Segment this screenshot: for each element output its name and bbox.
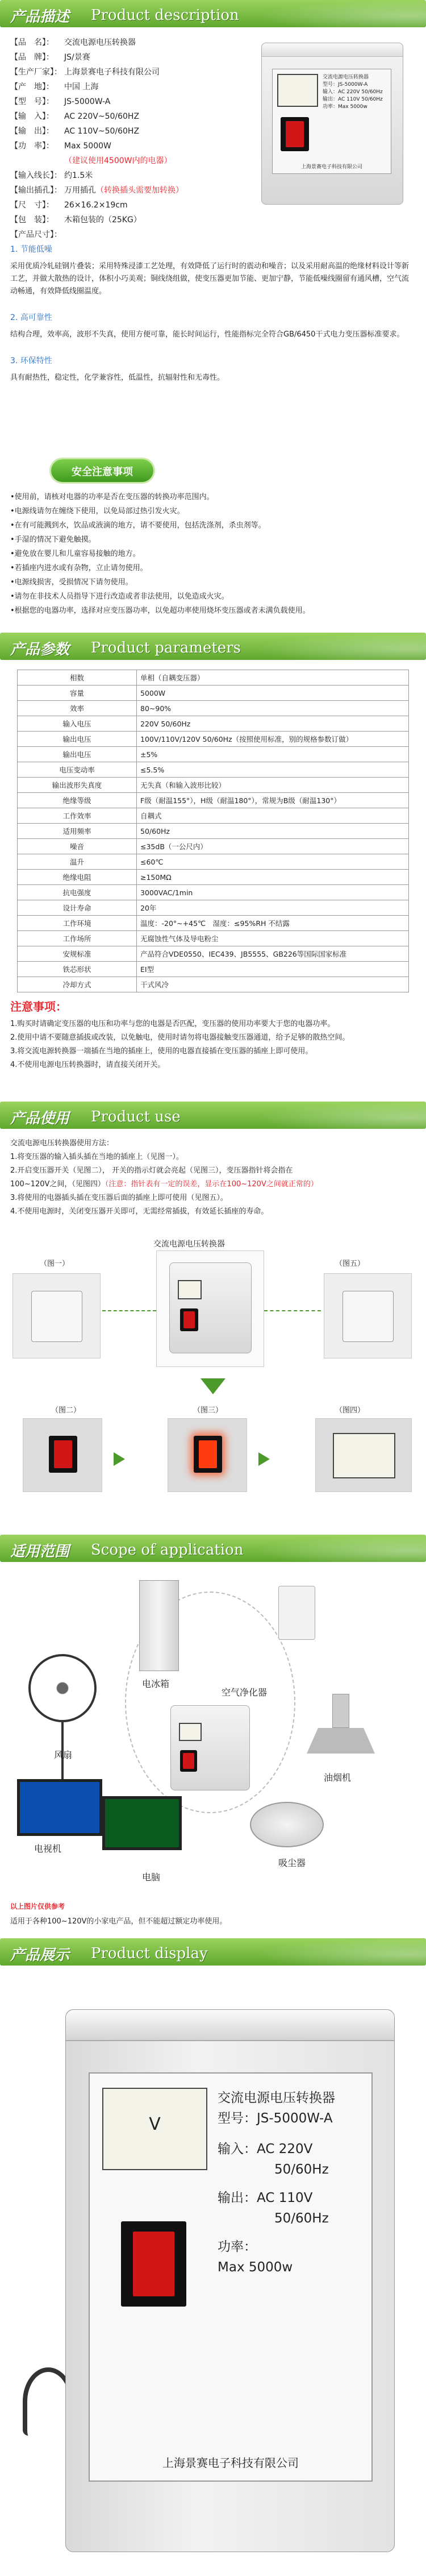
param-key: 相数 (18, 670, 137, 685)
table-row (18, 839, 409, 854)
table-row (18, 962, 409, 977)
table-row (18, 808, 409, 824)
fig2-switch (23, 1418, 102, 1492)
notice-list (10, 1017, 415, 1072)
spec-row: 【功 率】： Max 5000W (10, 142, 111, 151)
param-value: 无失真（和输入波形比较） (137, 778, 409, 793)
connector-line (264, 1310, 321, 1311)
table-row (18, 916, 409, 931)
param-key: 容量 (18, 685, 137, 701)
transformer-large (65, 2009, 395, 2552)
scope-note: 适用于各种100~120V的小家电产品，但不能超过额定功率使用。 (10, 1917, 227, 1926)
scope-label-purifier: 空气净化器 (222, 1687, 268, 1698)
param-key: 工作环境 (18, 916, 137, 931)
power-switch-icon (281, 117, 309, 151)
fig-label-5: （图五） (335, 1260, 365, 1268)
table-row (18, 870, 409, 885)
section-header-display (0, 1938, 426, 1966)
feature-text: 具有耐热性，稳定性，化学兼容性，低温性，抗辐射性和无毒性。 (10, 373, 225, 382)
maker-text: 上海景赛电子科技有限公司 (300, 164, 362, 170)
param-value: 50/60Hz (137, 824, 409, 839)
spec-row: 【生产厂家】： 上海景赛电子科技有限公司 (10, 68, 160, 77)
range-hood-icon (307, 1694, 375, 1768)
section-title-en: Product use (91, 1108, 181, 1125)
voltmeter-icon (102, 2088, 207, 2170)
safety-list (10, 490, 415, 618)
param-key: 抗电强度 (18, 885, 137, 900)
table-row (18, 946, 409, 962)
diagram-title: 交流电源电压转换器 (153, 1240, 225, 1249)
usage-step: 2.开启变压器开关（见图二）， 开关的指示灯就会亮起（见图三），变压器指针将会指在 (10, 1166, 293, 1175)
param-value: ±5% (137, 747, 409, 762)
param-value: ≥150MΩ (137, 870, 409, 885)
param-key: 适用频率 (18, 824, 137, 839)
socket-icon (343, 1291, 394, 1342)
connector-line (102, 1310, 156, 1311)
product-display-image (0, 1970, 426, 2572)
panel-text: 交流电源电压转换器 型号：JS-5000W-A 输入：AC 220V 50/60Hz 输出：AC 110V 50/60Hz 功率：Max 5000w (323, 74, 383, 110)
vacuum-icon (250, 1802, 324, 1847)
header-decoration (256, 1938, 426, 1966)
table-row (18, 793, 409, 808)
table-row (18, 824, 409, 839)
section-header-use (0, 1102, 426, 1129)
param-key: 冷却方式 (18, 977, 137, 992)
table-row (18, 931, 409, 946)
feature-text: 结构合理，效率高，波形不失真，使用方便可靠，能长时间运行，性能指标完全符合GB/6450干式电力变压器标准要求。 (10, 330, 404, 339)
transformer-body (261, 43, 403, 205)
arrow-down-icon (201, 1378, 225, 1394)
spec-row: 【输入线长】： 约1.5米 (10, 171, 93, 180)
param-value: 100V/110V/120V 50/60Hz（按照使用标准，别的规格参数订做） (137, 732, 409, 747)
scope-diagram (11, 1569, 415, 1893)
param-value: EI型 (137, 962, 409, 977)
param-key: 绝缘电阻 (18, 870, 137, 885)
safety-title: 安全注意事项 (72, 466, 133, 478)
fig1-wall-socket (12, 1273, 101, 1358)
feature-list (10, 243, 415, 384)
header-decoration (256, 1535, 426, 1562)
notice-item: 3.将交流电源转换器一端插在当地的插座上，使用的电器直接插在变压器的插座上即可使用。 (10, 1047, 313, 1056)
section-title-en: Scope of application (91, 1542, 244, 1559)
section-header-scope (0, 1535, 426, 1562)
spec-list (10, 35, 215, 242)
section-title-cn: 产品展示 (10, 1947, 70, 1964)
param-key: 电压变动率 (18, 762, 137, 778)
spec-row: 【输 入】： AC 220V~50/60HZ (10, 112, 140, 121)
table-row (18, 778, 409, 793)
section-title-cn: 产品参数 (10, 641, 70, 658)
param-value: ≤5.5% (137, 762, 409, 778)
usage-step: 3.将使用的电器插头插在变压器后面的插座上即可使用（见图五）。 (10, 1194, 228, 1202)
usage-step: 4.不使用电源时，关闭变压器开关即可，无需经常插拔，有效延长插座的寿命。 (10, 1207, 269, 1216)
param-key: 噪音 (18, 839, 137, 854)
feature-text: 采用优质冷轧硅钢片叠装；采用特殊浸漆工艺处理，有效降低了运行时的震动和噪音；以及采用耐高温的绝缘材料设计等新工艺，并做大散热的设计，体积小巧美观；铜线绕组做，使变压器更加节能、更加宁静，节能低噪线圈留有通风槽，空气流动畅通，有效降低线圈温度。 (10, 262, 410, 296)
section-header-parameters (0, 633, 426, 660)
safety-item: •使用前，请核对电器的功率是否在变压器的转换功率范围内。 (10, 493, 214, 501)
fig3-switch-on (168, 1418, 247, 1492)
param-key: 工作效率 (18, 808, 137, 824)
spec-row: 【品 牌】： JS/景赛 (10, 53, 90, 62)
feature-heading: 3. 环保特性 (10, 356, 52, 365)
transformer-icon (170, 1705, 250, 1790)
spec-row: 【产 地】： 中国 上海 (10, 82, 99, 92)
product-image-top (239, 31, 420, 210)
safety-item: •手湿的情况下避免触摸。 (10, 535, 96, 544)
safety-item: •电源线损害，受损情况下请勿使用。 (10, 578, 133, 587)
meter-unit: V (149, 2114, 161, 2134)
section-title-cn: 产品描述 (10, 9, 70, 26)
power-switch-icon (180, 1308, 198, 1331)
usage-step: 1.将变压器的输入插头插在当地的插座上（见图一）。 (10, 1153, 183, 1161)
section-title-en: Product description (91, 7, 239, 24)
param-value: F级（耐温155°），H级（耐温180°），常规为B级（耐温130°） (137, 793, 409, 808)
spec-row: 【品 名】： 交流电源电压转换器 (10, 38, 136, 47)
transformer-icon (169, 1262, 252, 1353)
fig-label-1: （图一） (40, 1260, 70, 1268)
table-row (18, 977, 409, 992)
safety-item: •根据您的电器功率，选择对应变压器功率，以免超功率使用烧坏变压器或者未满负载使用。 (10, 606, 310, 615)
param-value: 80~90% (137, 701, 409, 716)
table-row (18, 701, 409, 716)
fig-label-3: （图三） (193, 1406, 223, 1415)
safety-item: •若插座内进水或有杂物，立止请勿使用。 (10, 564, 148, 572)
param-value: 无腐蚀性气体及导电粉尘 (137, 931, 409, 946)
table-row (18, 732, 409, 747)
scope-label-vacuum: 吸尘器 (278, 1858, 306, 1868)
computer-icon (102, 1796, 182, 1850)
param-value: 单相（自耦变压器） (137, 670, 409, 685)
param-key: 输出波形失真度 (18, 778, 137, 793)
fridge-icon (139, 1580, 179, 1671)
section-title-en: Product parameters (91, 639, 241, 657)
maker-text: 上海景赛电子科技有限公司 (162, 2456, 299, 2470)
fan-icon (28, 1654, 97, 1722)
table-row (18, 762, 409, 778)
safety-item: •电源线请勿在缠绕下使用，以免局部过热引发火灾。 (10, 507, 185, 516)
param-value: 温度：-20°~+45℃ 湿度：≤95%RH 不结露 (137, 916, 409, 931)
param-value: ≤35dB（一公尺内） (137, 839, 409, 854)
param-value: ≤60℃ (137, 854, 409, 870)
param-value: 20年 (137, 900, 409, 916)
param-key: 设计寿命 (18, 900, 137, 916)
param-key: 工作场所 (18, 931, 137, 946)
power-switch-icon (121, 2221, 186, 2307)
arrow-right-icon (258, 1452, 270, 1466)
front-panel (89, 2072, 373, 2482)
safety-item: •在有可能溅到水，饮品或液滴的地方，请不要使用，包括洗涤剂，杀虫剂等。 (10, 521, 266, 530)
feature-heading: 1. 节能低噪 (10, 245, 52, 254)
air-purifier-icon (278, 1586, 315, 1640)
voltmeter-icon (277, 74, 318, 107)
param-value: 自耦式 (137, 808, 409, 824)
arrow-right-icon (114, 1452, 125, 1466)
voltmeter-icon (179, 1723, 202, 1741)
section-header-description (0, 0, 426, 27)
spec-row: 【产品尺寸】： (10, 230, 62, 239)
param-value: 干式风冷 (137, 977, 409, 992)
safety-item: •避免放在婴儿和儿童容易接触的地方。 (10, 550, 140, 558)
table-row (18, 670, 409, 685)
fig5-rear-socket (324, 1273, 412, 1358)
spec-row: 【包 装】： 木箱包装的（25KG） (10, 215, 141, 225)
param-key: 输出电压 (18, 747, 137, 762)
usage-steps (10, 1137, 415, 1219)
usage-step: 100~120V之间，（见图四）（注意：指针表有一定的误差，显示在100~120V之间就正常的） (10, 1180, 318, 1189)
section-title-en: Product display (91, 1945, 208, 1962)
param-key: 安规标准 (18, 946, 137, 962)
param-key: 铁芯形状 (18, 962, 137, 977)
table-row (18, 885, 409, 900)
notice-item: 4.不使用电源电压转换器时，请直接关闭开关。 (10, 1061, 165, 1069)
param-key: 绝缘等级 (18, 793, 137, 808)
diagram-device (156, 1250, 264, 1367)
spec-row: 【输 出】： AC 110V~50/60HZ (10, 127, 140, 136)
param-key: 效率 (18, 701, 137, 716)
parameter-table (17, 670, 409, 992)
notice-item: 1.购买时请确定变压器的电压和功率与您的电器是否匹配，变压器的使用功率要大于您的电器功率。 (10, 1020, 335, 1028)
param-value: 5000W (137, 685, 409, 701)
voltmeter-icon (178, 1280, 202, 1299)
param-value: 产品符合VDE0550、IEC439、JB5555、GB226等国际国家标准 (137, 946, 409, 962)
fig-label-2: （图二） (51, 1406, 81, 1415)
safety-item: •请勿在非技术人员指导下进行改造或者非法使用，以免造成火灾。 (10, 592, 229, 601)
socket-icon (31, 1291, 82, 1342)
tv-icon (17, 1779, 102, 1836)
safety-title-badge (51, 459, 153, 482)
param-key: 输入电压 (18, 716, 137, 732)
scope-label-tv: 电视机 (34, 1843, 62, 1854)
scope-label-computer: 电脑 (142, 1872, 161, 1883)
power-switch-icon (180, 1750, 197, 1772)
panel-text: 交流电源电压转换器 型号：JS-5000W-A 输入：AC 220V 50/60Hz 输出：AC 110V 50/60Hz 功率： Max 5000w (218, 2091, 335, 2275)
scope-label-fridge: 电冰箱 (142, 1678, 170, 1689)
fig4-meter (315, 1418, 412, 1492)
power-switch-icon (194, 1436, 222, 1473)
spec-row: 【型 号】： JS-5000W-A (10, 97, 111, 106)
device-panel (272, 69, 391, 174)
usage-intro: 交流电源电压转换器使用方法： (10, 1139, 114, 1148)
fig-label-4: （图四） (335, 1406, 365, 1415)
param-value: 3000VAC/1min (137, 885, 409, 900)
section-title-cn: 适用范围 (10, 1543, 70, 1560)
voltmeter-icon (333, 1433, 395, 1478)
notice-item: 2.使用中请不要随意插拔或改装，以免触电，使用时请勿将电器接触变压器通道，给予足够的散热空间。 (10, 1033, 350, 1042)
param-key: 输出电压 (18, 732, 137, 747)
header-decoration (256, 633, 426, 660)
table-row (18, 900, 409, 916)
transformer-top-vent (262, 43, 403, 57)
spec-row: 【尺 寸】： 26×16.2×19cm (10, 201, 128, 210)
transformer-top-vent (66, 2010, 394, 2041)
scope-note-title: 以上图片仅供参考 (10, 1902, 65, 1910)
notice-title: 注意事项： (10, 1000, 67, 1013)
scope-label-hood: 油烟机 (324, 1772, 352, 1783)
feature-heading: 2. 高可靠性 (10, 313, 52, 322)
table-row (18, 716, 409, 732)
section-title-cn: 产品使用 (10, 1110, 70, 1127)
table-row (18, 854, 409, 870)
power-switch-icon (49, 1436, 77, 1473)
table-row (18, 747, 409, 762)
spec-row: 【输出插孔】： 万用插孔（转换插头需要加转换） (10, 186, 183, 195)
header-decoration (256, 0, 426, 27)
header-decoration (256, 1102, 426, 1129)
param-key: 温升 (18, 854, 137, 870)
param-value: 220V 50/60Hz (137, 716, 409, 732)
scope-label-fan: 风扇 (54, 1750, 73, 1760)
table-row (18, 685, 409, 701)
spec-note: （建议使用4500W内的电器） (64, 156, 172, 165)
